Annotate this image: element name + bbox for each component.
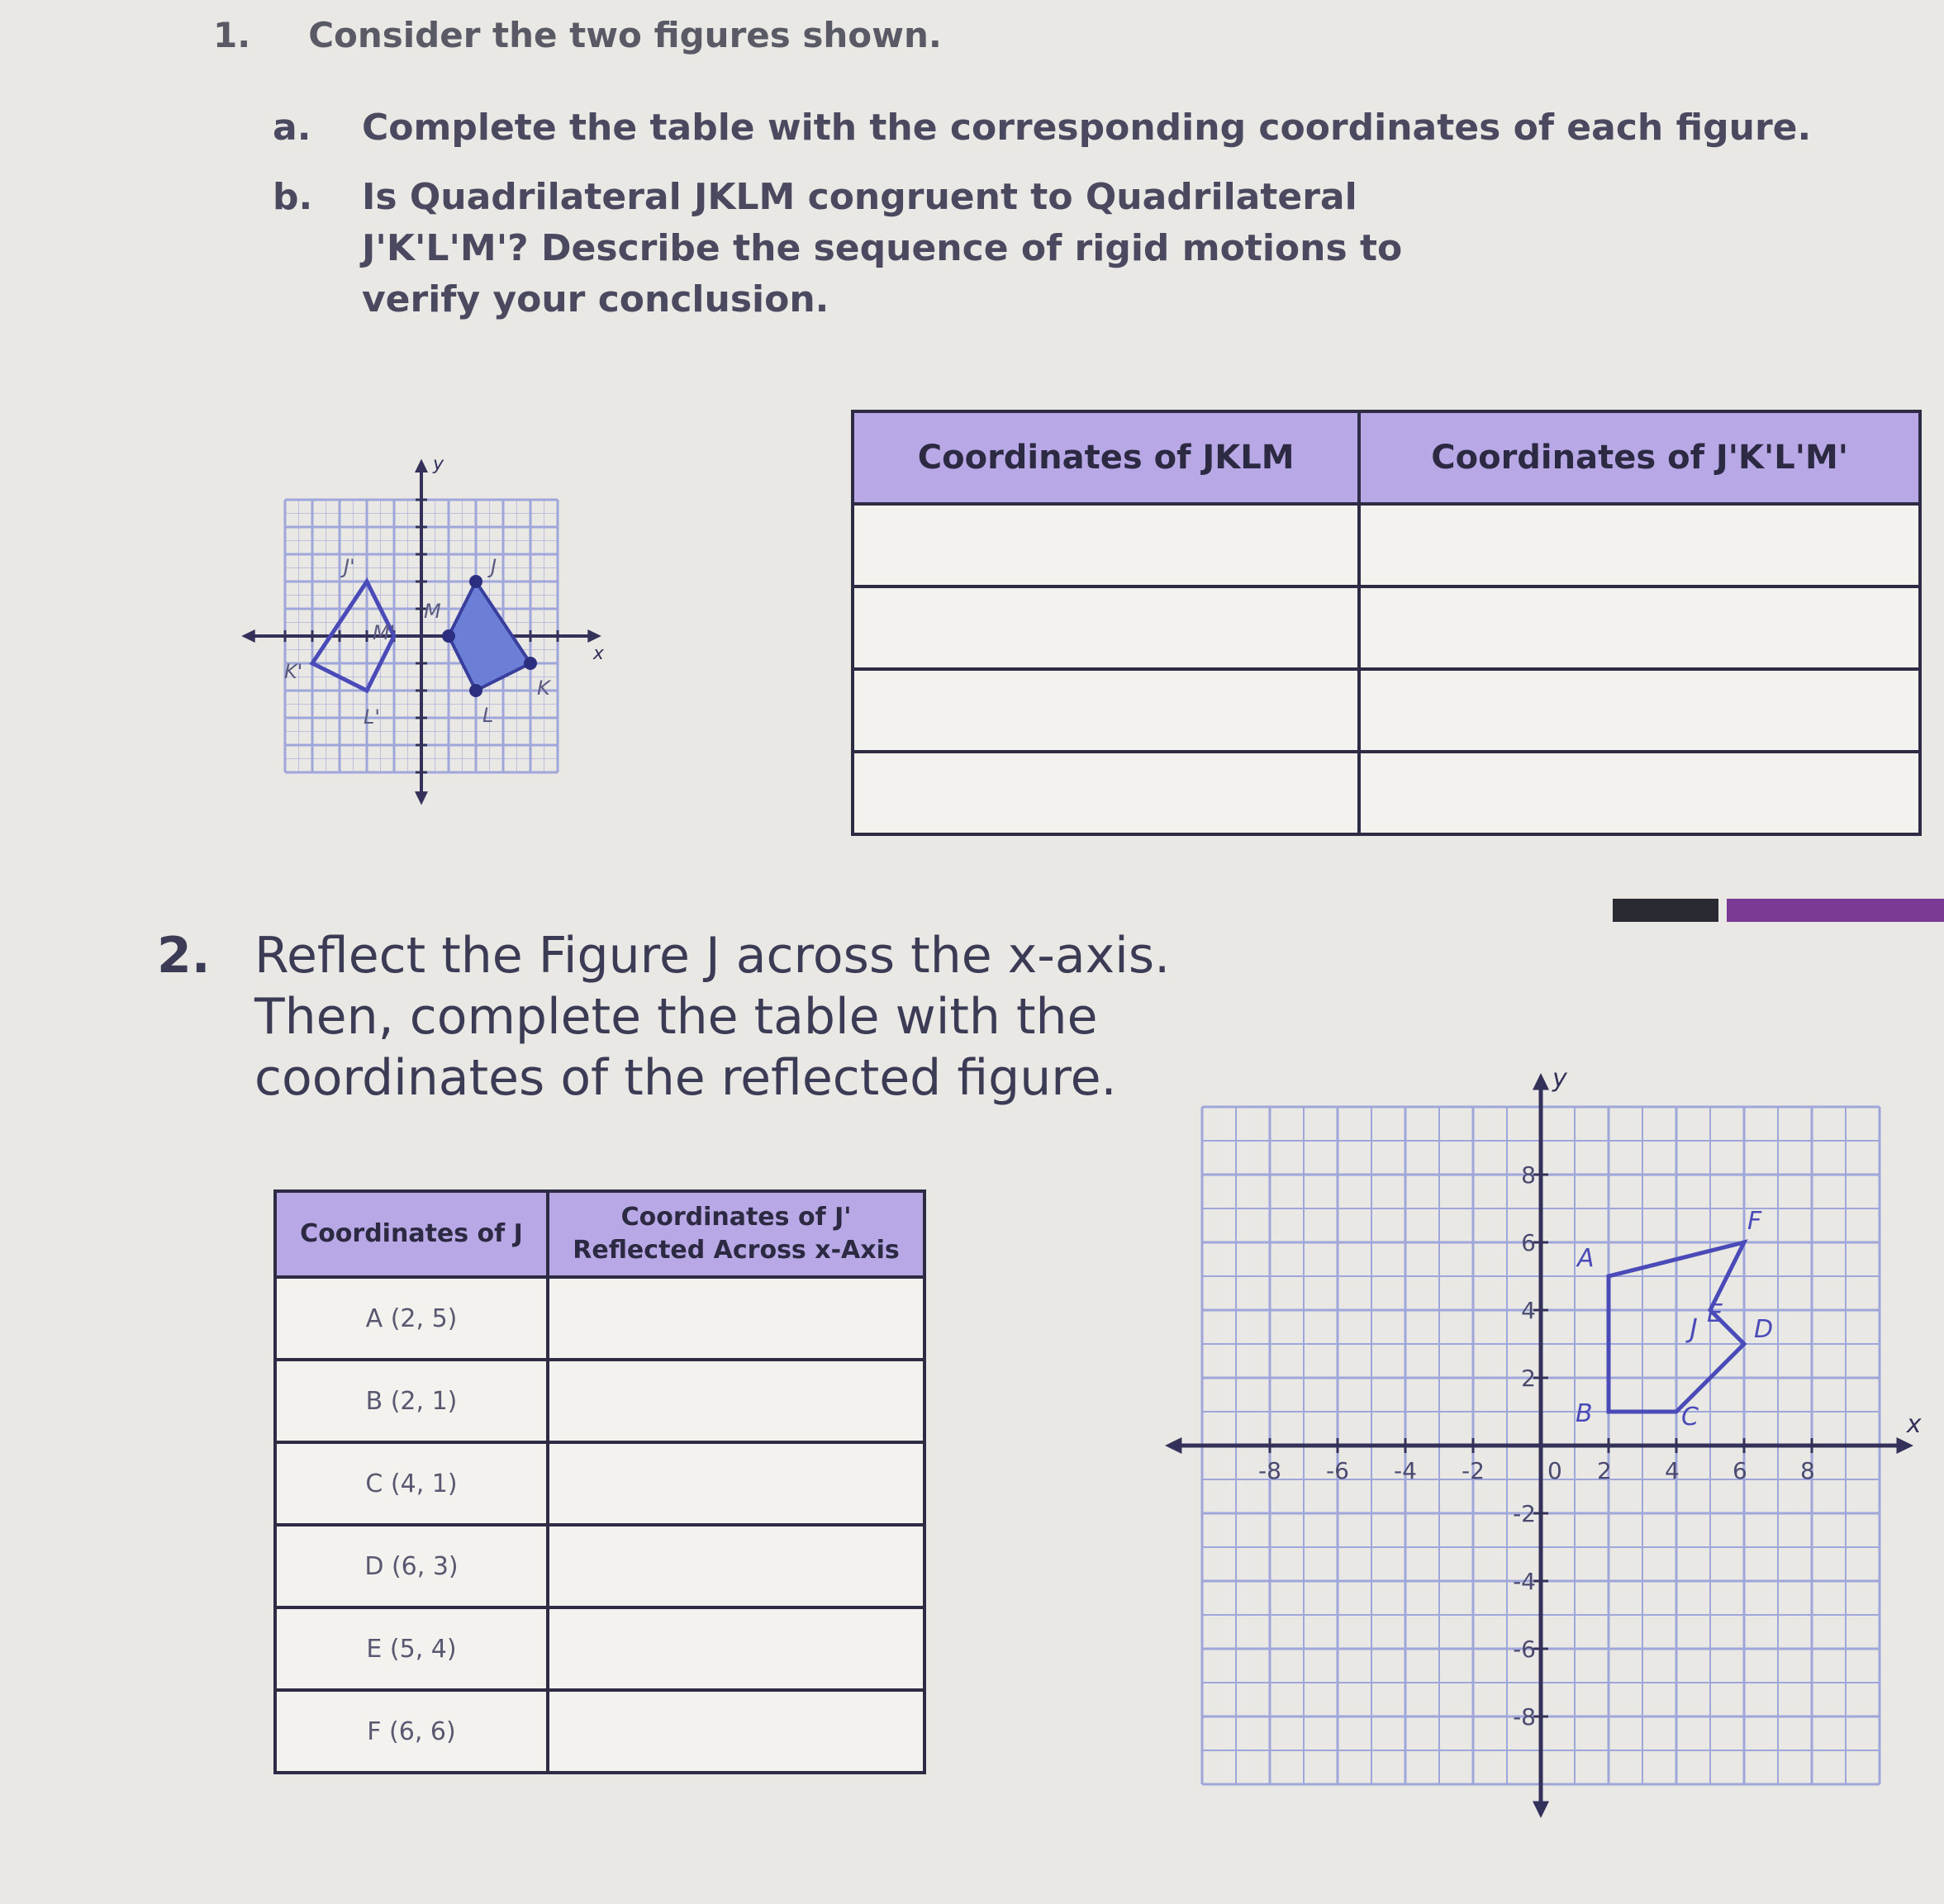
y-tick-label: -8: [1513, 1703, 1536, 1731]
header-coordinates-jklm: Coordinates of JKLM: [853, 411, 1359, 504]
graph-2-axes: [1165, 1073, 1913, 1818]
decorative-bar-purple: [1727, 899, 1944, 922]
vertex-label-l-prime: L': [364, 705, 380, 729]
answer-cell[interactable]: [853, 752, 1359, 834]
table-row: [275, 1690, 924, 1773]
x-tick-label: 6: [1732, 1457, 1747, 1484]
vertex-label-f: F: [1747, 1207, 1762, 1236]
table-row: [275, 1442, 924, 1525]
vertex-label-k-prime: K': [284, 660, 303, 683]
header-coordinates-j-prime: [548, 1191, 924, 1277]
table-header-row: [853, 411, 1920, 504]
header-coordinates-j: Coordinates of J: [275, 1191, 548, 1277]
part-b: [273, 172, 1469, 325]
x-axis-arrow: [587, 629, 601, 643]
y-tick-label: 2: [1521, 1365, 1536, 1392]
table-row: [275, 1525, 924, 1607]
part-a-text: Complete the table with the corresponding coordinates of each figure.: [362, 107, 1812, 149]
y-axis-arrow: [1533, 1802, 1549, 1819]
question-1-table: [851, 410, 1922, 836]
figure-j-label: J: [1690, 1312, 1698, 1344]
given-coordinate: C (4, 1): [275, 1442, 548, 1525]
table-row: [853, 586, 1920, 669]
question-2: [157, 925, 1248, 1109]
graph-1-x-axis-label: x: [592, 643, 604, 664]
x-axis-arrow: [1165, 1437, 1181, 1454]
question-1-prompt: Consider the two figures shown.: [308, 15, 942, 55]
vertex-label-j: J: [491, 555, 497, 578]
part-b-text: Is Quadrilateral JKLM congruent to Quadrilateral J'K'L'M'? Describe the sequence of rigid motions to verify your conclusion.: [362, 176, 1403, 320]
given-coordinate: F (6, 6): [275, 1690, 548, 1773]
vertex-label-j-prime: J': [344, 555, 355, 578]
vertex-dot: [442, 629, 455, 643]
y-tick-label: 4: [1521, 1297, 1536, 1324]
y-tick-label: -4: [1513, 1568, 1536, 1595]
graph-1-axes: [241, 459, 601, 805]
table-row: [853, 669, 1920, 752]
y-axis-arrow: [1533, 1073, 1549, 1090]
question-2-table: [273, 1189, 926, 1774]
x-tick-label: -6: [1326, 1457, 1349, 1484]
question-2-text: Reflect the Figure J across the x-axis. Then, complete the table with the coordinates of the reflected figure.: [254, 927, 1171, 1107]
header-line-2: Reflected Across x-Axis: [573, 1236, 900, 1265]
table-header-row: [275, 1191, 924, 1277]
table-row: [853, 504, 1920, 586]
answer-cell[interactable]: [548, 1360, 924, 1442]
vertex-dot: [469, 684, 482, 697]
answer-cell[interactable]: [548, 1690, 924, 1773]
question-1-number: 1.: [213, 15, 251, 55]
table-row: [275, 1360, 924, 1442]
answer-cell[interactable]: [853, 586, 1359, 669]
vertex-label-a: A: [1577, 1244, 1595, 1273]
x-tick-label: 0: [1547, 1457, 1562, 1484]
vertex-label-c: C: [1681, 1403, 1699, 1432]
vertex-dot: [469, 575, 482, 588]
x-tick-label: -8: [1258, 1457, 1281, 1484]
vertex-label-k: K: [537, 677, 550, 700]
y-tick-label: -6: [1513, 1636, 1536, 1663]
given-coordinate: A (2, 5): [275, 1277, 548, 1360]
header-coordinates-jklm-prime: Coordinates of J'K'L'M': [1359, 411, 1920, 504]
x-tick-label: -2: [1462, 1457, 1485, 1484]
graph-2-x-axis-label: x: [1906, 1410, 1922, 1439]
y-axis-arrow: [415, 791, 428, 805]
question-1-graph: [140, 388, 702, 884]
given-coordinate: E (5, 4): [275, 1607, 548, 1690]
x-tick-label: 8: [1800, 1457, 1815, 1484]
vertex-label-b: B: [1576, 1399, 1593, 1428]
header-line-1: Coordinates of J': [620, 1203, 852, 1232]
vertex-label-l: L: [482, 704, 494, 727]
answer-cell[interactable]: [853, 669, 1359, 752]
answer-cell[interactable]: [853, 504, 1359, 586]
question-2-number: 2.: [157, 927, 211, 985]
vertex-label-m: M: [424, 600, 441, 623]
vertex-dot: [524, 657, 537, 670]
y-tick-label: 6: [1521, 1229, 1536, 1256]
x-tick-label: 4: [1665, 1457, 1680, 1484]
part-a: [273, 102, 1812, 154]
vertex-label-d: D: [1754, 1315, 1774, 1344]
answer-cell[interactable]: [548, 1442, 924, 1525]
graph-2-y-axis-label: y: [1552, 1066, 1567, 1094]
graph-1-y-axis-label: y: [433, 453, 444, 475]
answer-cell[interactable]: [1359, 504, 1920, 586]
y-tick-label: -2: [1513, 1500, 1536, 1527]
decorative-bar-dark: [1613, 899, 1718, 922]
question-1-heading: [213, 15, 942, 55]
part-b-label: b.: [273, 176, 313, 218]
table-row: [275, 1277, 924, 1360]
table-row: [853, 752, 1920, 834]
answer-cell[interactable]: [1359, 586, 1920, 669]
question-2-graph: [1165, 1066, 1933, 1826]
answer-cell[interactable]: [548, 1607, 924, 1690]
x-tick-label: 2: [1597, 1457, 1612, 1484]
vertex-label-m-prime: M': [373, 621, 396, 644]
part-a-label: a.: [273, 107, 311, 149]
answer-cell[interactable]: [1359, 752, 1920, 834]
answer-cell[interactable]: [548, 1525, 924, 1607]
x-axis-arrow: [241, 629, 255, 643]
given-coordinate: D (6, 3): [275, 1525, 548, 1607]
given-coordinate: B (2, 1): [275, 1360, 548, 1442]
x-tick-label: -4: [1394, 1457, 1417, 1484]
answer-cell[interactable]: [1359, 669, 1920, 752]
answer-cell[interactable]: [548, 1277, 924, 1360]
table-row: [275, 1607, 924, 1690]
y-axis-arrow: [415, 459, 428, 473]
x-axis-arrow: [1897, 1437, 1914, 1454]
vertex-label-e: E: [1707, 1299, 1723, 1328]
y-tick-label: 8: [1521, 1161, 1536, 1189]
